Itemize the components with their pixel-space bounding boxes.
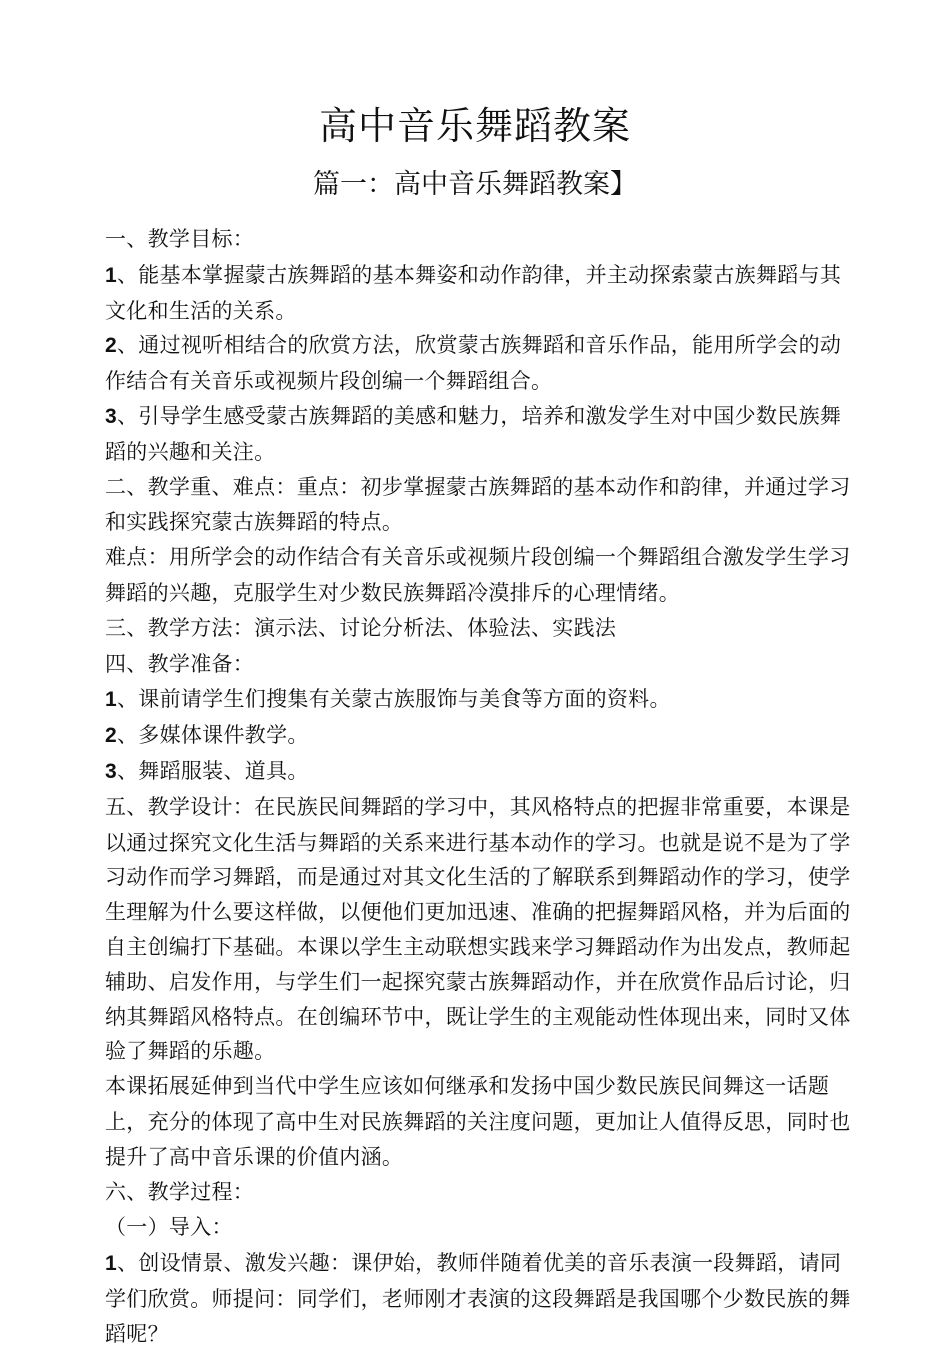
document-body — [105, 222, 855, 1352]
paragraph-text: 、能基本掌握蒙古族舞蹈的基本舞姿和动作韵律，并主动探索蒙古族舞蹈与其文化和生活的关系。 — [105, 262, 842, 323]
paragraph — [105, 258, 855, 329]
paragraph-text: （一）导入： — [105, 1215, 233, 1240]
paragraph-text: 、多媒体课件教学。 — [116, 723, 309, 748]
paragraph — [105, 754, 855, 790]
paragraph-text: 四、教学准备： — [105, 651, 255, 676]
paragraph — [105, 540, 855, 611]
paragraph — [105, 222, 855, 258]
paragraph-text: 六、教学过程： — [105, 1179, 255, 1204]
paragraph — [105, 1175, 855, 1211]
paragraph — [105, 470, 855, 541]
paragraph — [105, 1210, 855, 1246]
paragraph-text: 二、教学重、难点：重点：初步掌握蒙古族舞蹈的基本动作和韵律，并通过学习和实践探究蒙古族舞蹈的特点。 — [105, 474, 851, 535]
paragraph — [105, 790, 855, 1069]
paragraph-number: 1 — [105, 1252, 117, 1276]
paragraph — [105, 1246, 855, 1351]
paragraph-number: 3 — [105, 759, 117, 783]
paragraph — [105, 611, 855, 647]
paragraph — [105, 328, 855, 399]
paragraph-number: 1 — [105, 263, 117, 287]
paragraph-text: 、通过视听相结合的欣赏方法，欣赏蒙古族舞蹈和音乐作品，能用所学会的动作结合有关音乐或视频片段创编一个舞蹈组合。 — [105, 333, 842, 394]
paragraph-text: 难点：用所学会的动作结合有关音乐或视频片段创编一个舞蹈组合激发学生学习舞蹈的兴趣，克服学生对少数民族舞蹈冷漠排斥的心理情绪。 — [105, 545, 851, 605]
paragraph-text: 本课拓展延伸到当代中学生应该如何继承和发扬中国少数民族民间舞这一话题上，充分的体现了高中生对民族舞蹈的关注度问题，更加让人值得反思，同时也提升了高中音乐课的价值内涵。 — [105, 1074, 851, 1169]
paragraph-number: 2 — [105, 334, 117, 358]
document-subtitle: 篇一：高中音乐舞蹈教案】 — [313, 169, 637, 200]
paragraph — [105, 399, 855, 470]
paragraph-number: 3 — [105, 404, 117, 428]
paragraph-text: 一、教学目标： — [105, 227, 255, 251]
paragraph-text: 、引导学生感受蒙古族舞蹈的美感和魅力，培养和激发学生对中国少数民族舞蹈的兴趣和关注。 — [105, 403, 842, 464]
paragraph-text: 、课前请学生们搜集有关蒙古族服饰与美食等方面的资料。 — [116, 687, 671, 712]
document-title: 高中音乐舞蹈教案 — [318, 104, 631, 148]
paragraph — [105, 1069, 855, 1174]
paragraph-text: 五、教学设计：在民族民间舞蹈的学习中，其风格特点的把握非常重要，本课是以通过探究文化生活与舞蹈的关系来进行基本动作的学习。也就是说不是为了学习动作而学习舞蹈，而是通过对其文化生活的了解联系到舞蹈动作的学习，使学生理解为什么要这样做，以便他们更加迅速、准确的把握舞蹈风格，并为后面的自主创编打下基础。本课以学生主动联想实践来学习舞蹈动作为出发点，教师起辅助、启发作用，与学生们一起探究蒙古族舞蹈动作，并在欣赏作品后讨论，归纳其舞蹈风格特点。在创编环节中，既让学生的主观能动性体现出来，同时又体验了舞蹈的乐趣。 — [105, 794, 851, 1064]
paragraph — [105, 682, 855, 718]
paragraph-number: 1 — [105, 688, 117, 712]
paragraph — [105, 647, 855, 683]
paragraph — [105, 718, 855, 754]
paragraph-text: 、舞蹈服装、道具。 — [116, 758, 309, 783]
paragraph-text: 三、教学方法：演示法、讨论分析法、体验法、实践法 — [105, 615, 617, 640]
paragraph-number: 2 — [105, 724, 117, 748]
paragraph-text: 、创设情景、激发兴趣：课伊始，教师伴随着优美的音乐表演一段舞蹈，请同学们欣赏。师提问：同学们，老师刚才表演的这段舞蹈是我国哪个少数民族的舞蹈呢？ — [105, 1251, 851, 1346]
